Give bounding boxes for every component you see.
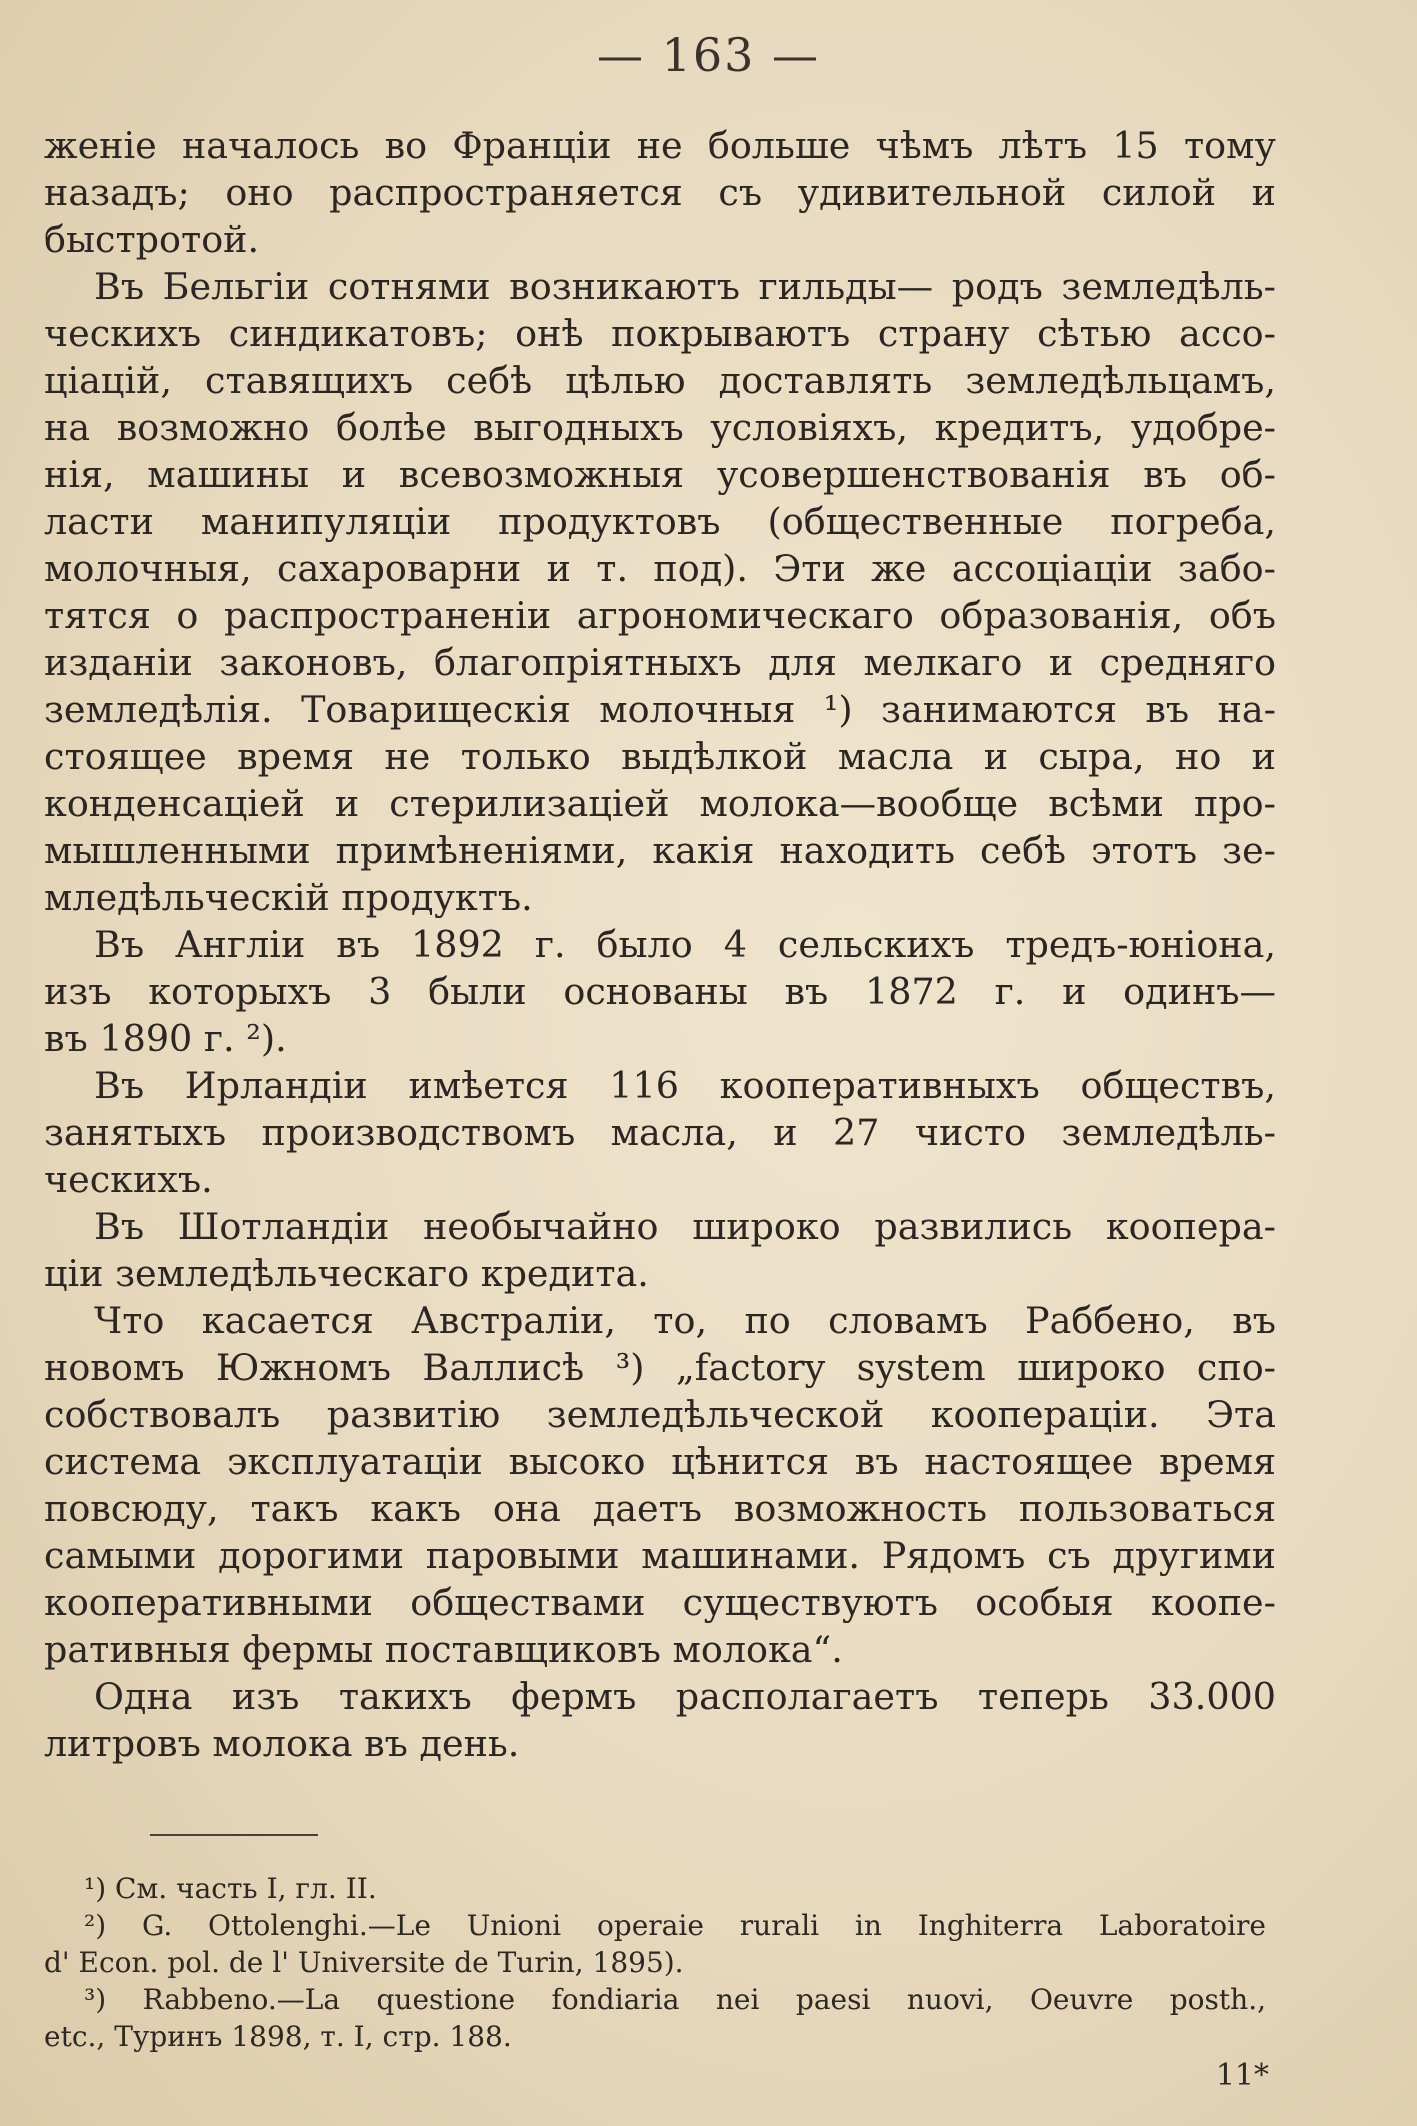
footnote: ¹) См. часть I, гл. II. bbox=[84, 1872, 377, 1905]
text-line: мледѣльческій продуктъ. bbox=[44, 876, 533, 919]
footnote: ²) G. Ottolenghi.—Le Unioni operaie rurali in Inghiterra Laboratoire bbox=[84, 1909, 1266, 1942]
text-line: Въ Англіи въ 1892 г. было 4 сельскихъ тредъ-юніона, bbox=[94, 923, 1276, 966]
text-line: ческихъ. bbox=[44, 1158, 213, 1201]
text-line: Въ Шотландіи необычайно широко развились коопера- bbox=[94, 1205, 1276, 1248]
page-number-header: — 163 — bbox=[596, 28, 821, 82]
text-line: назадъ; оно распространяется съ удивительной силой и bbox=[44, 171, 1276, 214]
text-line: изъ которыхъ 3 были основаны въ 1872 г. и одинъ— bbox=[44, 970, 1276, 1013]
footnote: etc., Туринъ 1898, т. I, стр. 188. bbox=[44, 2020, 512, 2053]
text-line: система эксплуатаціи высоко цѣнится въ настоящее время bbox=[44, 1440, 1276, 1483]
text-line: стоящее время не только выдѣлкой масла и сыра, но и bbox=[44, 735, 1276, 778]
text-line: молочныя, сахароварни и т. под). Эти же ассоціаціи забо- bbox=[44, 547, 1276, 590]
text-line: Въ Ирландіи имѣется 116 кооперативныхъ обществъ, bbox=[94, 1064, 1276, 1107]
text-line: ціи земледѣльческаго кредита. bbox=[44, 1252, 649, 1295]
text-line: ласти манипуляціи продуктовъ (общественные погреба, bbox=[44, 500, 1276, 543]
text-line: самыми дорогими паровыми машинами. Рядомъ съ другими bbox=[44, 1534, 1276, 1577]
text-line: на возможно болѣе выгодныхъ условіяхъ, кредитъ, удобре- bbox=[44, 406, 1276, 449]
footnotes bbox=[44, 1870, 1266, 2055]
footnote-divider bbox=[150, 1834, 318, 1836]
footnote: d' Econ. pol. de l' Universite de Turin, 1895). bbox=[44, 1946, 684, 1979]
text-line: женіе началось во Франціи не больше чѣмъ лѣтъ 15 тому bbox=[44, 124, 1276, 167]
text-line: ческихъ синдикатовъ; онѣ покрываютъ страну сѣтью ассо- bbox=[44, 312, 1276, 355]
text-line: ціацій, ставящихъ себѣ цѣлью доставлять земледѣльцамъ, bbox=[44, 359, 1276, 402]
text-line: конденсаціей и стерилизаціей молока—вообще всѣми про- bbox=[44, 782, 1276, 825]
text-line: кооперативными обществами существуютъ особыя коопе- bbox=[44, 1581, 1276, 1624]
text-line: изданіи законовъ, благопріятныхъ для мелкаго и средняго bbox=[44, 641, 1276, 684]
printer-signature-mark: 11* bbox=[1215, 2058, 1269, 2093]
text-line: собствовалъ развитію земледѣльческой коопераціи. Эта bbox=[44, 1393, 1276, 1436]
text-line: занятыхъ производствомъ масла, и 27 чисто земледѣль- bbox=[44, 1111, 1276, 1154]
text-line: тятся о распространеніи агрономическаго образованія, объ bbox=[44, 594, 1276, 637]
text-line: повсюду, такъ какъ она даетъ возможность пользоваться bbox=[44, 1487, 1276, 1530]
text-line: земледѣлія. Товарищескія молочныя ¹) занимаются въ на- bbox=[44, 688, 1276, 731]
main-text bbox=[44, 122, 1276, 1767]
text-line: быстротой. bbox=[44, 218, 260, 261]
text-line: ративныя фермы поставщиковъ молока“. bbox=[44, 1628, 843, 1671]
text-line: нія, машины и всевозможныя усовершенствованія въ об- bbox=[44, 453, 1276, 496]
text-line: литровъ молока въ день. bbox=[44, 1722, 520, 1765]
text-line: Въ Бельгіи сотнями возникаютъ гильды— родъ земледѣль- bbox=[94, 265, 1276, 308]
text-line: Одна изъ такихъ фермъ располагаетъ теперь 33.000 bbox=[94, 1675, 1276, 1718]
text-line: мышленными примѣненіями, какія находить себѣ этотъ зе- bbox=[44, 829, 1276, 872]
text-line: Что касается Австраліи, то, по словамъ Раббено, въ bbox=[94, 1299, 1276, 1342]
text-line: новомъ Южномъ Валлисѣ ³) „factory system широко спо- bbox=[44, 1346, 1276, 1389]
footnote: ³) Rabbeno.—La questione fondiaria nei paesi nuovi, Oeuvre posth., bbox=[84, 1983, 1266, 2016]
text-line: въ 1890 г. ²). bbox=[44, 1017, 287, 1060]
